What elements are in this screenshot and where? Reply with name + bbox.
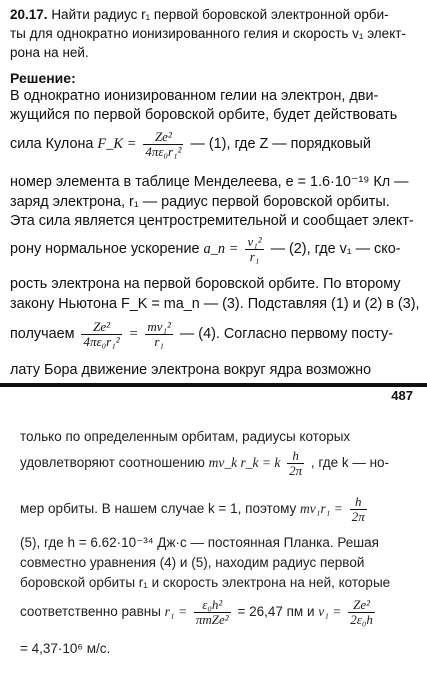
solution-line-accel [10,232,417,266]
solution-line-2: жущийся по первой боровской орбите, будет действовать [10,107,398,123]
eq4-tail: — (4). Согласно первому посту- [179,326,394,342]
quant-fraction [287,449,304,478]
solution-line-eq4 [10,316,417,352]
case-text: мер орбиты. В нашем случае k = 1, поэтому [20,501,297,516]
next-line-quant [20,446,415,480]
solution-line-7: Эта сила является центростремительной и сообщает элект- [10,213,414,229]
next-line-orbit: боровской орбиты r₁ и скорость электрона на ней, которые [20,575,391,590]
next-line-results [20,594,415,630]
page-divider [0,383,427,387]
coulomb-numerator: Ze² [143,130,183,145]
problem-statement-line-1 [10,6,417,23]
page-number: 487 [391,388,413,403]
problem-text-2: ты для однократно ионизированного гелия и скорость v₁ элект- [10,26,406,41]
r1-numerator: ε₀h² [194,598,231,613]
results-and: и [306,604,315,619]
solution-line-14: лату Бора движение электрона вокруг ядра возможно [10,362,372,378]
next-line-final: = 4,37·10⁶ м/с. [20,641,111,656]
solution-line-6: заряд электрона, r₁ — радиус первой боровской орбиты. [10,194,390,210]
case-denominator: 2π [351,508,365,524]
eq4-left-denominator: 4πε₀r₁² [83,333,120,349]
solution-line-10: рость электрона на первой боровской орбите. По второму [10,276,401,292]
solution-line-11: закону Ньютона F_K = ma_n — (3). Подставляя (1) и (2) в (3), [10,296,420,312]
r1-fraction [194,598,231,627]
eq4-left-fraction [81,320,121,349]
problem-number: 20.17. [10,7,48,22]
v1-fraction [348,598,375,627]
r1-denominator: πmZe² [195,611,229,627]
next-line-case [20,492,415,526]
quant-numerator: h [287,449,304,464]
solution-line-5: номер элемента в таблице Менделеева, e = 1.6·10⁻¹⁹ Кл — [10,174,409,190]
accel-fraction [245,235,263,264]
next-line-planck: (5), где h = 6.62·10⁻³⁴ Дж·с — постоянная Планка. Решая [20,535,379,550]
quant-lhs: mv_k r_k = k [208,455,281,470]
accel-denominator: r₁ [249,248,260,264]
v1-lhs: v₁ = [318,604,342,619]
coulomb-fraction [143,130,183,159]
case-numerator: h [350,495,367,510]
eq4-text: получаем [10,326,75,342]
quant-tail: , где k — но- [310,455,390,470]
quant-text: удовлетворяют соотношению [20,455,205,470]
coulomb-text: сила Кулона [10,136,94,152]
accel-lhs: a_n = [203,241,239,257]
case-fraction [350,495,367,524]
coulomb-denominator: 4πε₀r₁² [145,143,182,159]
eq4-right-denominator: r₁ [154,333,164,349]
r1-result: = 26,47 пм [237,604,304,619]
next-line-1: только по определенным орбитам, радиусы которых [20,429,351,444]
case-lhs: mv₁r₁ = [300,501,343,516]
accel-text: рону нормальное ускорение [10,241,200,257]
problem-text-1: Найти радиус r₁ первой боровской электронной орби- [51,7,389,22]
eq4-left-numerator: Ze² [81,320,121,335]
v1-denominator: 2ε₀h [350,611,373,627]
solution-line-coulomb [10,127,417,161]
eq4-right-fraction [145,320,173,349]
accel-numerator: v₁² [247,233,262,249]
r1-lhs: r₁ = [164,604,188,619]
solution-line-1: В однократно ионизированном гелии на электрон, дви- [10,88,379,104]
problem-statement-line-2 [10,25,417,42]
results-text: соответственно равны [20,604,161,619]
problem-text-3: рона на ней. [10,45,89,60]
solution-heading: Решение: [10,70,76,86]
v1-numerator: Ze² [348,598,375,613]
eq4-right-numerator: mv₁² [147,318,171,334]
quant-denominator: 2π [289,462,303,478]
next-line-solve: совместно уравнения (4) и (5), находим радиус первой [20,555,365,570]
coulomb-tail: — (1), где Z — порядковый [190,136,371,152]
accel-tail: — (2), где v₁ — ско- [270,241,401,257]
eq4-equals: = [128,326,139,342]
problem-statement-line-3 [10,44,417,61]
coulomb-lhs: F_K = [97,136,137,152]
